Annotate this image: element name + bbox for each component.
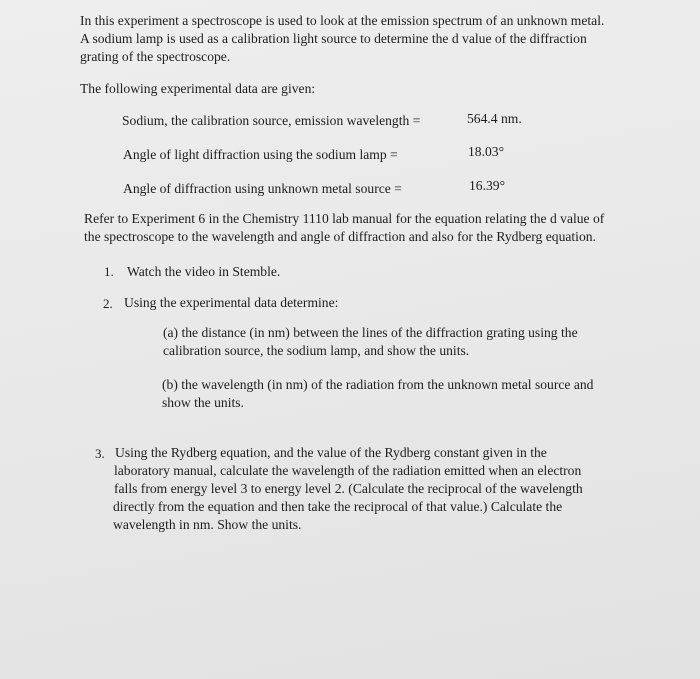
subitem-a-line-2: calibration source, the sodium lamp, and show the units. [163,343,470,358]
intro-line-2: A sodium lamp is used as a calibration light source to determine the d value of the diffraction [80,31,587,46]
item3-line-1: Using the Rydberg equation, and the value of the Rydberg constant given in the [115,445,547,460]
given-heading: The following experimental data are given: [80,81,316,96]
data-row-value: 16.39° [469,178,506,193]
item-text: Using the experimental data determine: [124,295,339,310]
item3-line-3: falls from energy level 3 to energy level 2. (Calculate the reciprocal of the wavelength [114,481,583,496]
data-row-value: 18.03° [468,144,505,159]
item-text: Watch the video in Stemble. [127,264,281,279]
intro-line-1: In this experiment a spectroscope is used to look at the emission spectrum of an unknown metal. [80,13,605,28]
item-number: 3. [95,446,105,461]
refer-line-2: the spectroscope to the wavelength and angle of diffraction and also for the Rydberg equation. [84,229,596,244]
data-row-label: Angle of diffraction using unknown metal source = [123,181,402,196]
item3-line-4: directly from the equation and then take the reciprocal of that value.) Calculate the [113,499,563,514]
subitem-b-line-2: show the units. [162,395,244,410]
item3-line-5: wavelength in nm. Show the units. [113,517,302,532]
item-number: 2. [103,296,113,311]
data-row-label: Angle of light diffraction using the sodium lamp = [123,147,398,162]
item-number: 1. [104,264,114,279]
intro-line-3: grating of the spectroscope. [80,49,231,64]
item3-line-2: laboratory manual, calculate the wavelength of the radiation emitted when an electron [114,463,582,478]
refer-line-1: Refer to Experiment 6 in the Chemistry 1110 lab manual for the equation relating the d value of [84,211,605,226]
data-row-label: Sodium, the calibration source, emission wavelength = [122,113,421,128]
subitem-a-line-1: (a) the distance (in nm) between the lines of the diffraction grating using the [163,325,578,340]
data-row-value: 564.4 nm. [467,111,522,126]
subitem-b-line-1: (b) the wavelength (in nm) of the radiation from the unknown metal source and [162,377,594,392]
